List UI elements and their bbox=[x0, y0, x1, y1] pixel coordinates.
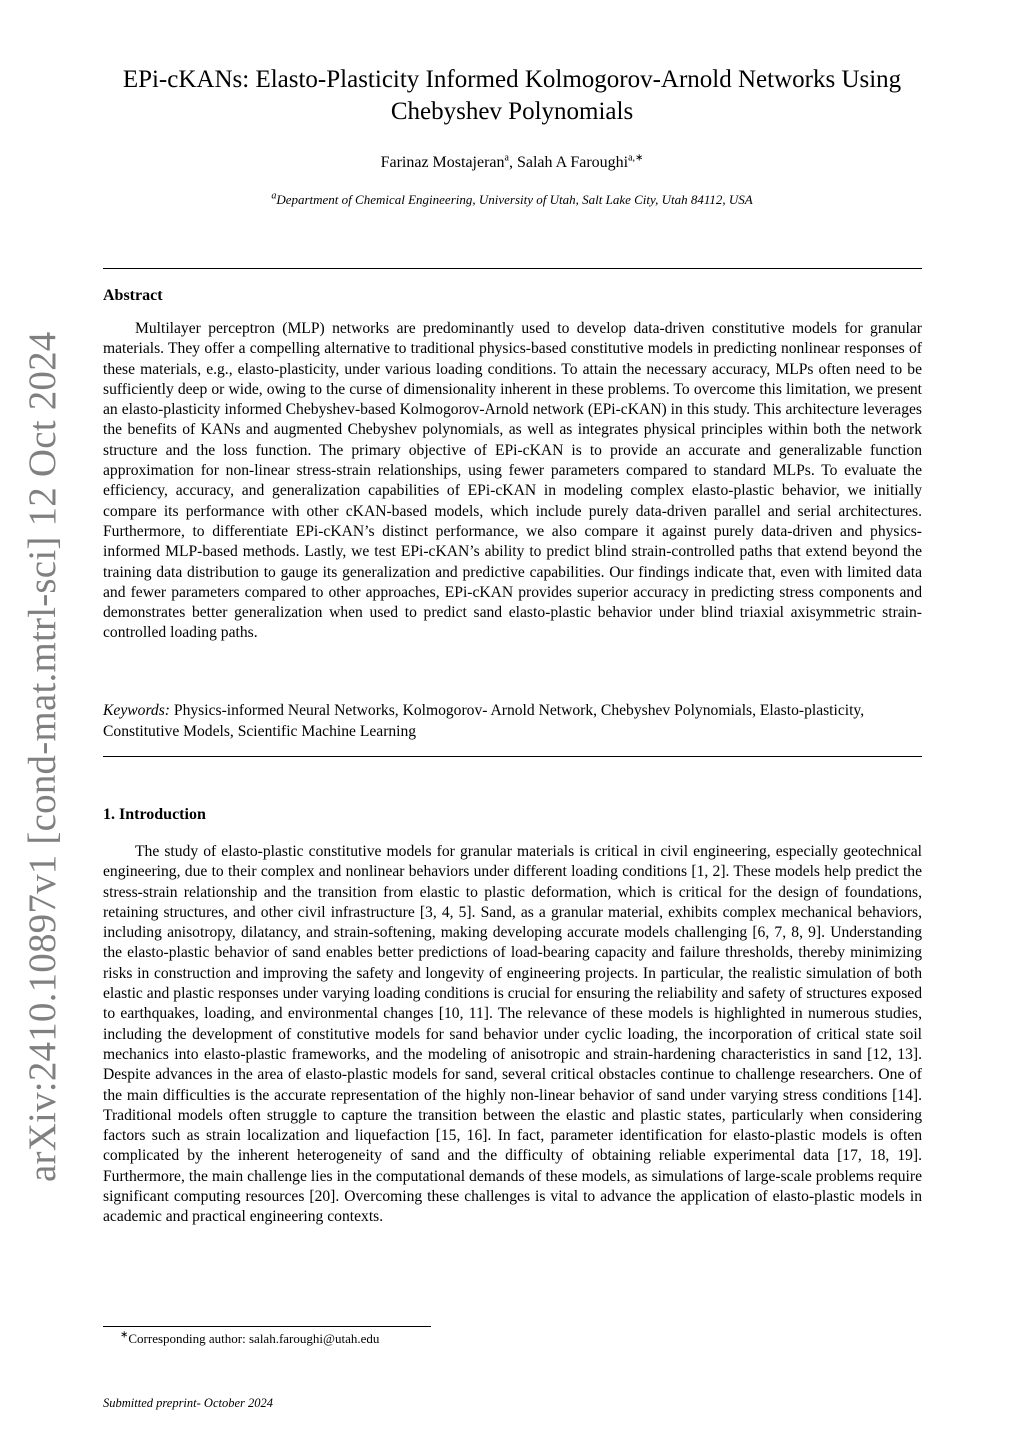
author-list bbox=[100, 154, 924, 172]
footnote-mark: ∗ bbox=[120, 1329, 129, 1341]
keywords-text: Physics-informed Neural Networks, Kolmogorov- Arnold Network, Chebyshev Polynomials, Elasto-plasticity, Constitutive Models, Scientific Machine Learning bbox=[103, 702, 865, 740]
footnote-rule bbox=[103, 1326, 431, 1327]
abstract-top-rule bbox=[103, 268, 922, 269]
affiliation-text: Department of Chemical Engineering, University of Utah, Salt Lake City, Utah 84112, USA bbox=[276, 192, 753, 207]
affiliation bbox=[100, 192, 924, 208]
abstract-bottom-rule bbox=[103, 756, 922, 757]
title-line-2: Chebyshev Polynomials bbox=[390, 98, 634, 125]
author-2-name: Salah A Faroughi bbox=[516, 154, 629, 171]
page-footer: Submitted preprint- October 2024 bbox=[103, 1396, 274, 1410]
keywords bbox=[103, 700, 922, 742]
footnote-text: Corresponding author: salah.faroughi@utah.edu bbox=[128, 1331, 380, 1346]
introduction-text: The study of elasto-plastic constitutive models for granular materials is critical in civil engineering, especially geotechnical engineering, due to their complex and nonlinear behaviors under different loading conditions [1, 2]. These models help predict the stress-strain relationship and the transition from elastic to plastic deformation, which is critical for the design of foundations, retaining structures, and other civil infrastructure [3, 4, 5]. Sand, as a granular material, exhibits complex mechanical behaviors, including anisotropy, dilatancy, and strain-softening, making developing accurate models challenging [6, 7, 8, 9]. Understanding the elasto-plastic behavior of sand enables better predictions of load-bearing capacity and failure thresholds, thereby minimizing risks in construction and improving the safety and longevity of engineering projects. In particular, the realistic simulation of both elastic and plastic responses under varying loading conditions is crucial for ensuring the reliability and safety of structures exposed to earthquakes, loading, and environmental changes [10, 11]. The relevance of these models is highlighted in numerous studies, including the development of constitutive models for sand behavior under cyclic loading, the incorporation of critical state soil mechanics into elasto-plastic frameworks, and the modeling of anisotropic and strain-hardening characteristics in sand [12, 13]. Despite advances in the area of elasto-plastic models for sand, several critical obstacles continue to challenge researchers. One of the main difficulties is the accurate representation of the highly non-linear behavior of sand under varying stress conditions [14]. Traditional models often struggle to capture the transition between the elastic and plastic states, particularly when considering factors such as strain localization and liquefaction [15, 16]. In fact, parameter identification for elasto-plastic models is often complicated by the inherent heterogeneity of sand and the difficulty of obtaining reliable experimental data [17, 18, 19]. Furthermore, the main challenge lies in the computational demands of these models, as simulations of large-scale problems require significant computing resources [20]. Overcoming these challenges is vital to advance the application of elasto-plastic models in academic and practical engineering contexts. bbox=[103, 843, 922, 1226]
affiliation-mark: a bbox=[271, 190, 277, 202]
title-line-1: EPi-cKANs: Elasto-Plasticity Informed Kolmogorov-Arnold Networks Using bbox=[122, 66, 902, 93]
abstract-text: Multilayer perceptron (MLP) networks are predominantly used to develop data-driven constitutive models for granular materials. They offer a compelling alternative to traditional physics-based constitutive models in predicting nonlinear responses of these materials, e.g., elasto-plasticity, under various loading conditions. To attain the necessary accuracy, MLPs often need to be sufficiently deep or wide, owing to the curse of dimensionality inherent in these problems. To overcome this limitation, we present an elasto-plasticity informed Chebyshev-based Kolmogorov-Arnold network (EPi-cKAN) in this study. This architecture leverages the benefits of KANs and augmented Chebyshev polynomials, as well as integrates physical principles within both the network structure and the loss function. The primary objective of EPi-cKAN is to provide an accurate and generalizable function approximation for non-linear stress-strain relationships, using fewer parameters compared to standard MLPs. To evaluate the efficiency, accuracy, and generalization capabilities of EPi-cKAN in modeling complex elasto-plastic behavior, we initially compare its performance with other cKAN-based models, which include purely data-driven parallel and serial architectures. Furthermore, to differentiate EPi-cKAN’s distinct performance, we also compare it against purely data-driven and physics-informed MLP-based methods. Lastly, we test EPi-cKAN’s ability to predict blind strain-controlled paths that extend beyond the training data distribution to gauge its generalization and predictive capabilities. Our findings indicate that, even with limited data and fewer parameters compared to other approaches, EPi-cKAN provides superior accuracy in predicting stress components and demonstrates better generalization when used to predict sand elasto-plastic behavior under blind triaxial axisymmetric strain-controlled loading paths. bbox=[103, 320, 922, 642]
author-1-name: Farinaz Mostajeran bbox=[380, 154, 505, 171]
author-2-affil-mark: a,∗ bbox=[628, 152, 644, 164]
footnote bbox=[120, 1331, 379, 1347]
author-separator: , bbox=[508, 154, 517, 171]
abstract-heading: Abstract bbox=[103, 287, 163, 304]
paper-title bbox=[100, 64, 924, 128]
arxiv-stamp: arXiv:2410.10897v1 [cond-mat.mtrl-sci] 12 Oct 2024 bbox=[21, 331, 64, 1182]
author-1-affil-mark: a bbox=[504, 152, 509, 164]
introduction-heading: 1. Introduction bbox=[103, 806, 206, 823]
keywords-label: Keywords: bbox=[103, 702, 170, 719]
